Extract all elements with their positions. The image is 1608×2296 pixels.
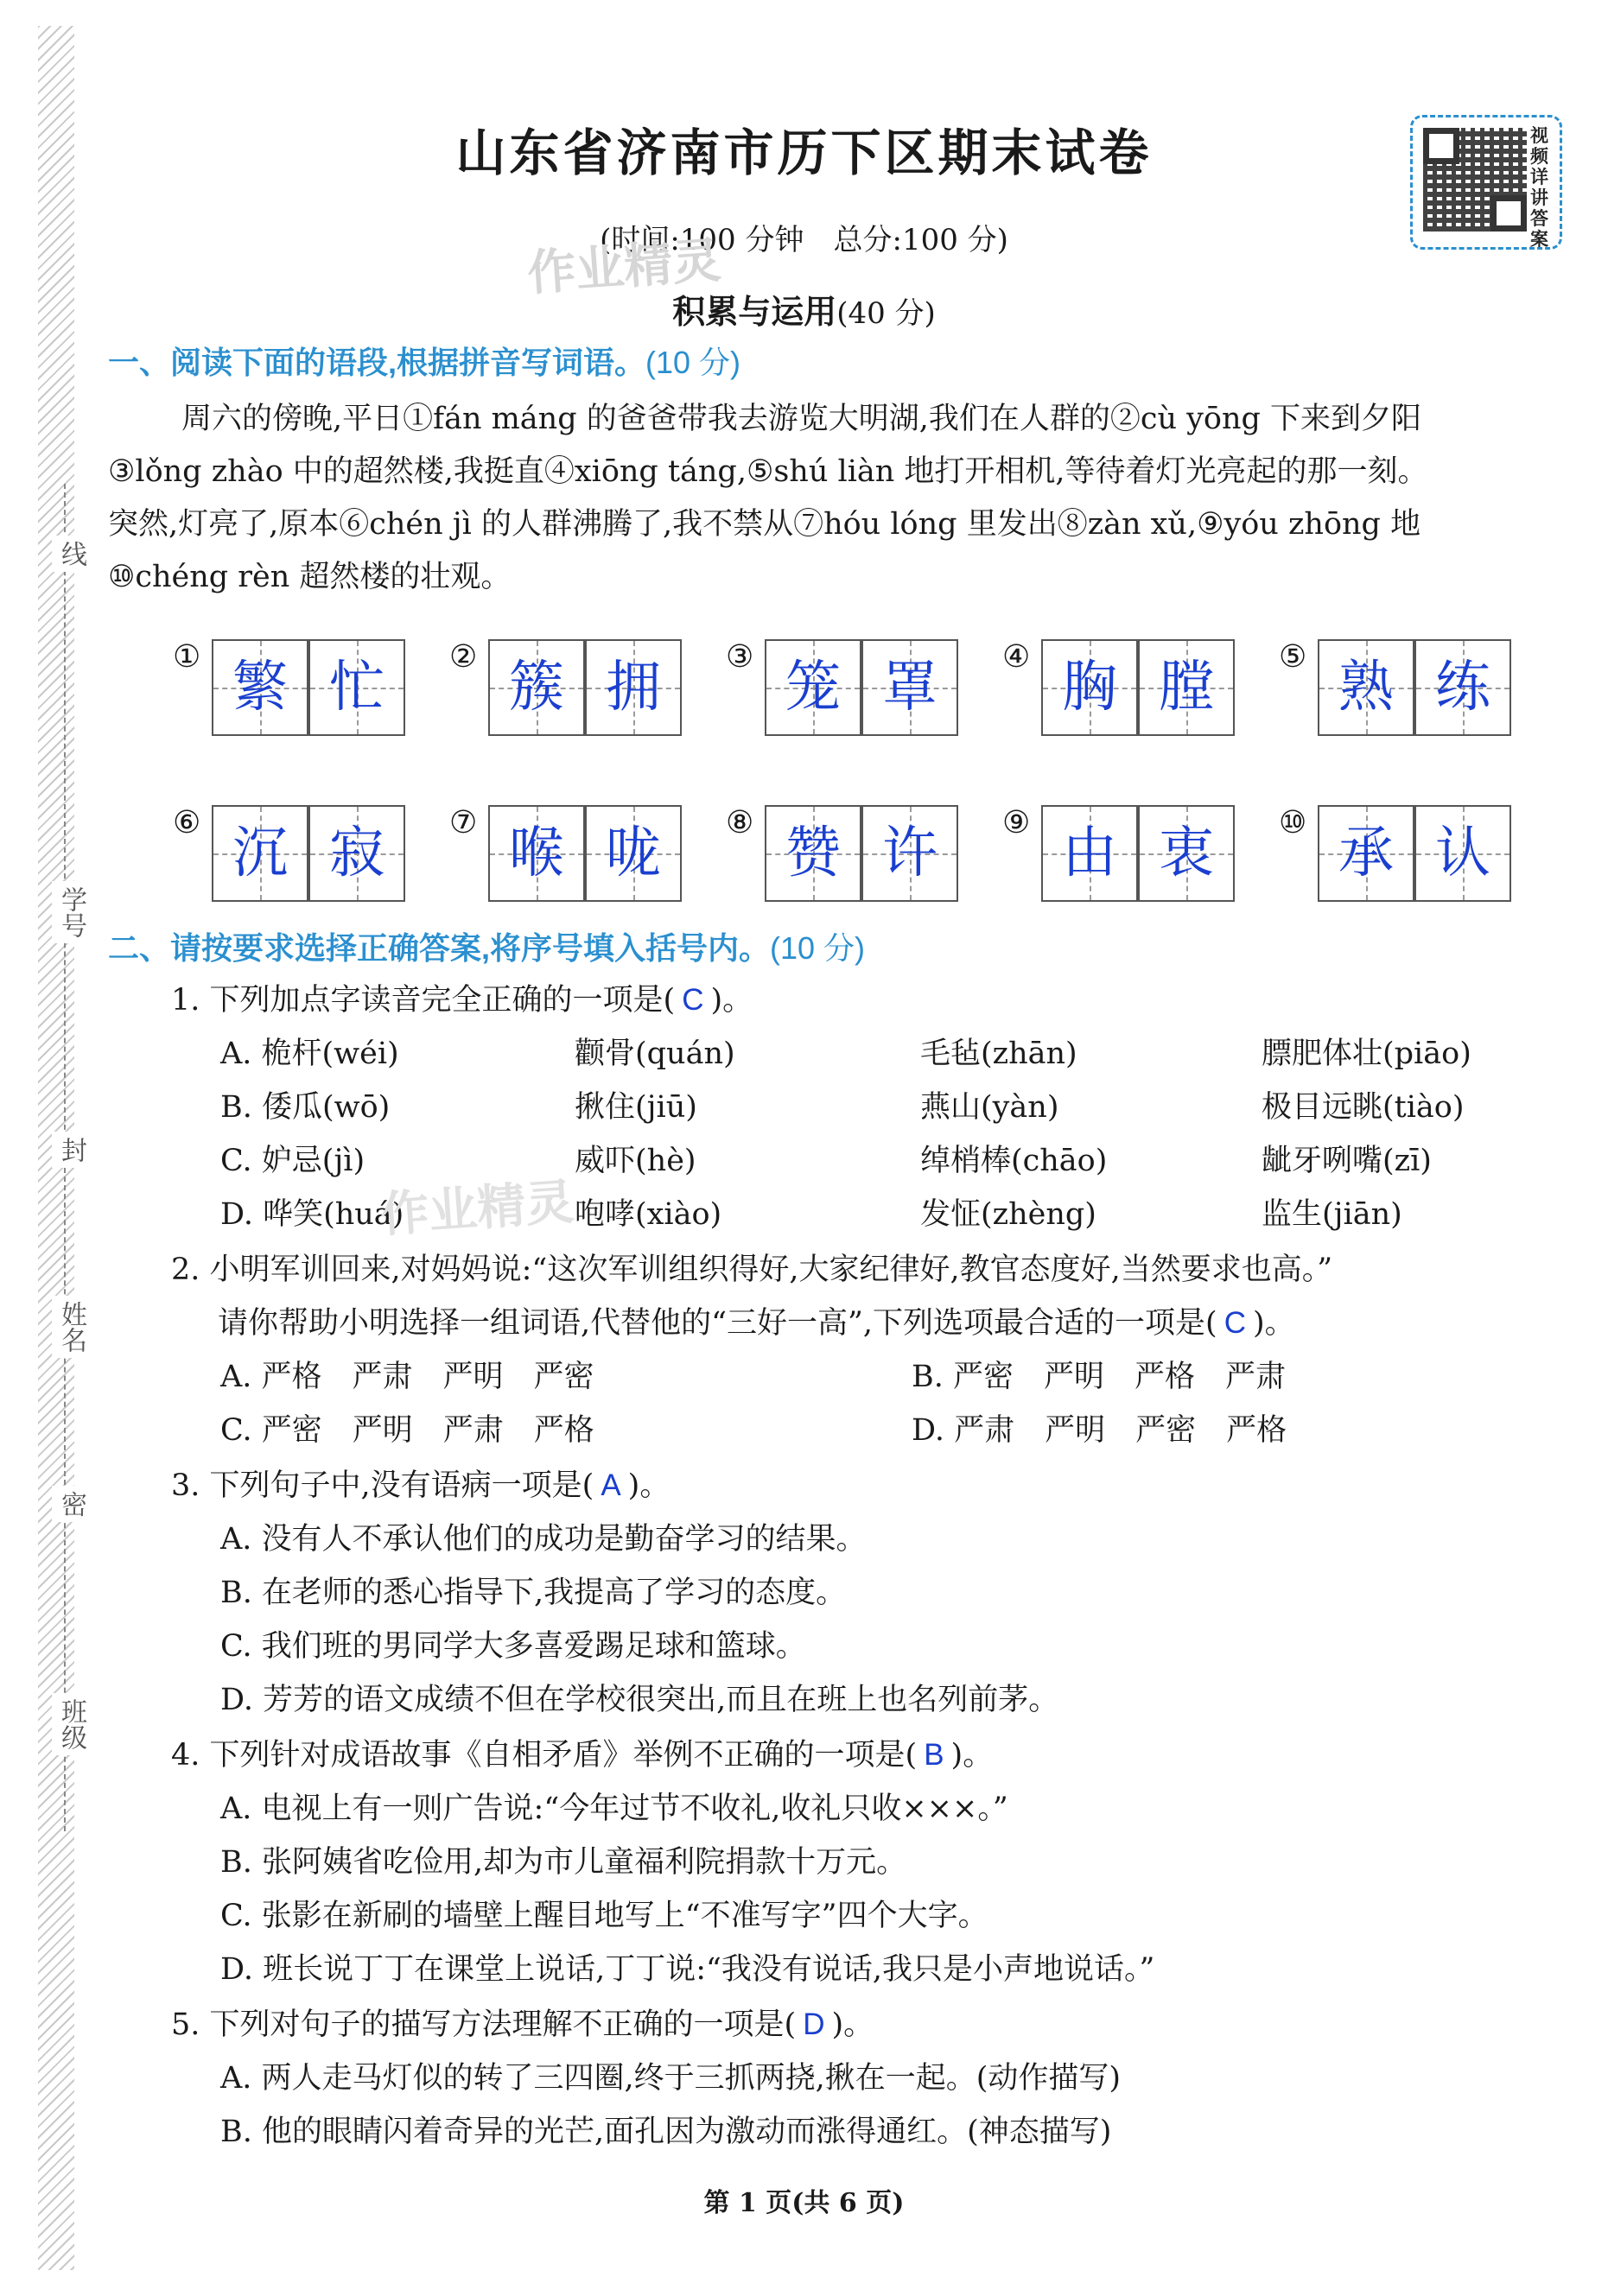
q1-option-a-2: 颧骨(quán) bbox=[575, 1037, 735, 1071]
q2-option-c: C. 严密 严明 严肃 严格 bbox=[220, 1413, 594, 1448]
answer-number: ③ bbox=[726, 639, 754, 675]
q4-option-a: A. 电视上有一则广告说:“今年过节不收礼,收礼只收×××。” bbox=[220, 1792, 1008, 1826]
answer-number: ⑦ bbox=[449, 805, 478, 840]
answer-char-box: 繁 bbox=[212, 639, 308, 736]
question-5-answer: D bbox=[803, 2007, 825, 2041]
q1-option-c-2: 威吓(hè) bbox=[575, 1144, 696, 1178]
answer-number: ④ bbox=[1002, 639, 1031, 675]
part1-heading bbox=[108, 339, 740, 383]
answer-char-box: 膛 bbox=[1138, 639, 1235, 736]
q1-option-b-3: 燕山(yàn) bbox=[920, 1090, 1059, 1125]
q3-option-a: A. 没有人不承认他们的成功是勤奋学习的结果。 bbox=[220, 1522, 867, 1557]
q5-option-a: A. 两人走马灯似的转了三四圈,终于三抓两挠,揪在一起。(动作描写) bbox=[220, 2061, 1122, 2096]
answer-char-box: 喉 bbox=[488, 805, 585, 902]
question-2-answer: C bbox=[1223, 1306, 1246, 1340]
answer-char-box: 赞 bbox=[765, 805, 861, 902]
passage-line: ⑩chéng rèn 超然楼的壮观。 bbox=[108, 560, 512, 594]
part1-heading-text: 一、阅读下面的语段,根据拼音写词语。 bbox=[108, 345, 646, 380]
q4-option-b: B. 张阿姨省吃俭用,却为市儿童福利院捐款十万元。 bbox=[220, 1845, 907, 1880]
q5-option-b: B. 他的眼睛闪着奇异的光芒,面孔因为激动而涨得通红。(神态描写) bbox=[220, 2115, 1112, 2149]
q1-option-d-4: 监生(jiān) bbox=[1262, 1197, 1402, 1232]
section-points: (40 分) bbox=[836, 296, 936, 331]
page-footer: 第 1 页(共 6 页) bbox=[703, 2188, 905, 2218]
q3-option-c: C. 我们班的男同学大多喜爱踢足球和篮球。 bbox=[220, 1629, 806, 1664]
answer-char-box: 练 bbox=[1414, 639, 1511, 736]
answer-char-box: 承 bbox=[1318, 805, 1414, 902]
watermark-2: 作业精灵 bbox=[378, 1174, 576, 1242]
q1-option-d-2: 咆哮(xiào) bbox=[575, 1197, 722, 1232]
answer-number: ② bbox=[449, 639, 478, 675]
answer-char-box: 忙 bbox=[308, 639, 405, 736]
answer-char-box: 熟 bbox=[1318, 639, 1414, 736]
part2-points: (10 分) bbox=[770, 930, 866, 966]
answer-char-box: 拥 bbox=[585, 639, 682, 736]
q1-option-d: D. 哗笑(huá) bbox=[220, 1197, 404, 1232]
watermark: 作业精灵 bbox=[525, 232, 723, 301]
side-label-secret: 密 bbox=[52, 1486, 90, 1522]
side-label-line: 线 bbox=[52, 536, 90, 572]
answer-char-box: 认 bbox=[1414, 805, 1511, 902]
question-1-stem: 1. 下列加点字读音完全正确的一项是( C )。 bbox=[171, 983, 753, 1018]
answer-char-box: 咙 bbox=[585, 805, 682, 902]
part2-heading-text: 二、请按要求选择正确答案,将序号填入括号内。 bbox=[108, 930, 771, 966]
section-title-text: 积累与运用 bbox=[672, 292, 837, 331]
qr-label: 视频详讲答案 bbox=[1530, 126, 1548, 250]
answer-char-box: 许 bbox=[861, 805, 958, 902]
part1-passage bbox=[108, 393, 1568, 604]
side-label-student-id: 学号 bbox=[52, 881, 90, 943]
question-2-line-1: 2. 小明军训回来,对妈妈说:“这次军训组织得好,大家纪律好,教官态度好,当然要求也高。” bbox=[171, 1253, 1333, 1287]
answer-char-box: 簇 bbox=[488, 639, 585, 736]
section-title bbox=[0, 285, 1608, 333]
q1-option-b: B. 倭瓜(wō) bbox=[220, 1090, 391, 1125]
answer-number: ⑥ bbox=[173, 805, 201, 840]
q2-option-a: A. 严格 严肃 严明 严密 bbox=[220, 1360, 594, 1394]
q1-option-c-3: 绰梢棒(chāo) bbox=[920, 1144, 1108, 1178]
q1-option-a-3: 毛毡(zhān) bbox=[920, 1037, 1077, 1071]
q1-option-a: A. 桅杆(wéi) bbox=[220, 1037, 399, 1071]
answer-number: ⑩ bbox=[1279, 805, 1307, 840]
answer-char-box: 笼 bbox=[765, 639, 861, 736]
side-label-name: 姓名 bbox=[52, 1296, 90, 1358]
q1-option-c: C. 妒忌(jì) bbox=[220, 1144, 365, 1178]
passage-line: ③lǒng zhào 中的超然楼,我挺直④xiōng táng,⑤shú liàn 地打开相机,等待着灯光亮起的那一刻。 bbox=[108, 454, 1428, 489]
question-3-answer: A bbox=[601, 1468, 621, 1502]
question-4-stem: 4. 下列针对成语故事《自相矛盾》举例不正确的一项是( B )。 bbox=[171, 1738, 994, 1773]
question-2-line-2: 请你帮助小明选择一组词语,代替他的“三好一高”,下列选项最合适的一项是( C )。 bbox=[218, 1306, 1295, 1341]
qr-code-panel[interactable] bbox=[1410, 115, 1562, 250]
q4-option-d: D. 班长说丁丁在课堂上说话,丁丁说:“我没有说话,我只是小声地说话。” bbox=[220, 1952, 1155, 1987]
q1-option-d-3: 发怔(zhèng) bbox=[920, 1197, 1096, 1232]
answer-number: ⑧ bbox=[726, 805, 754, 840]
answer-char-box: 寂 bbox=[308, 805, 405, 902]
q1-option-a-4: 膘肥体壮(piāo) bbox=[1262, 1037, 1471, 1071]
answer-number: ⑨ bbox=[1002, 805, 1031, 840]
page-title: 山东省济南市历下区期末试卷 bbox=[455, 124, 1153, 182]
answer-number: ① bbox=[173, 639, 201, 675]
passage-line: 周六的傍晚,平日①fán máng 的爸爸带我去游览大明湖,我们在人群的②cù yōng 下来到夕阳 bbox=[181, 402, 1422, 436]
answer-char-box: 沉 bbox=[212, 805, 308, 902]
passage-line: 突然,灯亮了,原本⑥chén jì 的人群沸腾了,我不禁从⑦hóu lóng 里发出⑧zàn xǔ,⑨yóu zhōng 地 bbox=[108, 507, 1421, 542]
side-label-seal: 封 bbox=[52, 1132, 90, 1168]
q1-option-b-4: 极目远眺(tiào) bbox=[1262, 1090, 1465, 1125]
q1-option-c-4: 龇牙咧嘴(zī) bbox=[1262, 1144, 1432, 1178]
answer-char-box: 罩 bbox=[861, 639, 958, 736]
q1-option-b-2: 揪住(jiū) bbox=[575, 1090, 697, 1125]
question-5-stem: 5. 下列对句子的描写方法理解不正确的一项是( D )。 bbox=[171, 2007, 874, 2042]
q3-option-b: B. 在老师的悉心指导下,我提高了学习的态度。 bbox=[220, 1576, 847, 1610]
exam-info: (时间:100 分钟 总分:100 分) bbox=[600, 223, 1008, 257]
q2-option-b: B. 严密 严明 严格 严肃 bbox=[912, 1360, 1286, 1394]
answer-char-box: 衷 bbox=[1138, 805, 1235, 902]
q2-option-d: D. 严肃 严明 严密 严格 bbox=[912, 1413, 1287, 1448]
q3-option-d: D. 芳芳的语文成绩不但在学校很突出,而且在班上也名列前茅。 bbox=[220, 1683, 1059, 1717]
qr-code-icon[interactable] bbox=[1423, 128, 1527, 232]
question-1-answer: C bbox=[682, 983, 704, 1017]
part2-heading bbox=[108, 924, 865, 968]
part1-points: (10 分) bbox=[645, 345, 741, 380]
side-label-class: 班级 bbox=[52, 1693, 90, 1755]
answer-char-box: 由 bbox=[1041, 805, 1138, 902]
question-4-answer: B bbox=[924, 1738, 944, 1772]
q4-option-c: C. 张影在新刷的墙壁上醒目地写上“不准写字”四个大字。 bbox=[220, 1899, 988, 1933]
answer-number: ⑤ bbox=[1279, 639, 1307, 675]
answer-char-box: 胸 bbox=[1041, 639, 1138, 736]
question-3-stem: 3. 下列句子中,没有语病一项是( A )。 bbox=[171, 1468, 671, 1503]
